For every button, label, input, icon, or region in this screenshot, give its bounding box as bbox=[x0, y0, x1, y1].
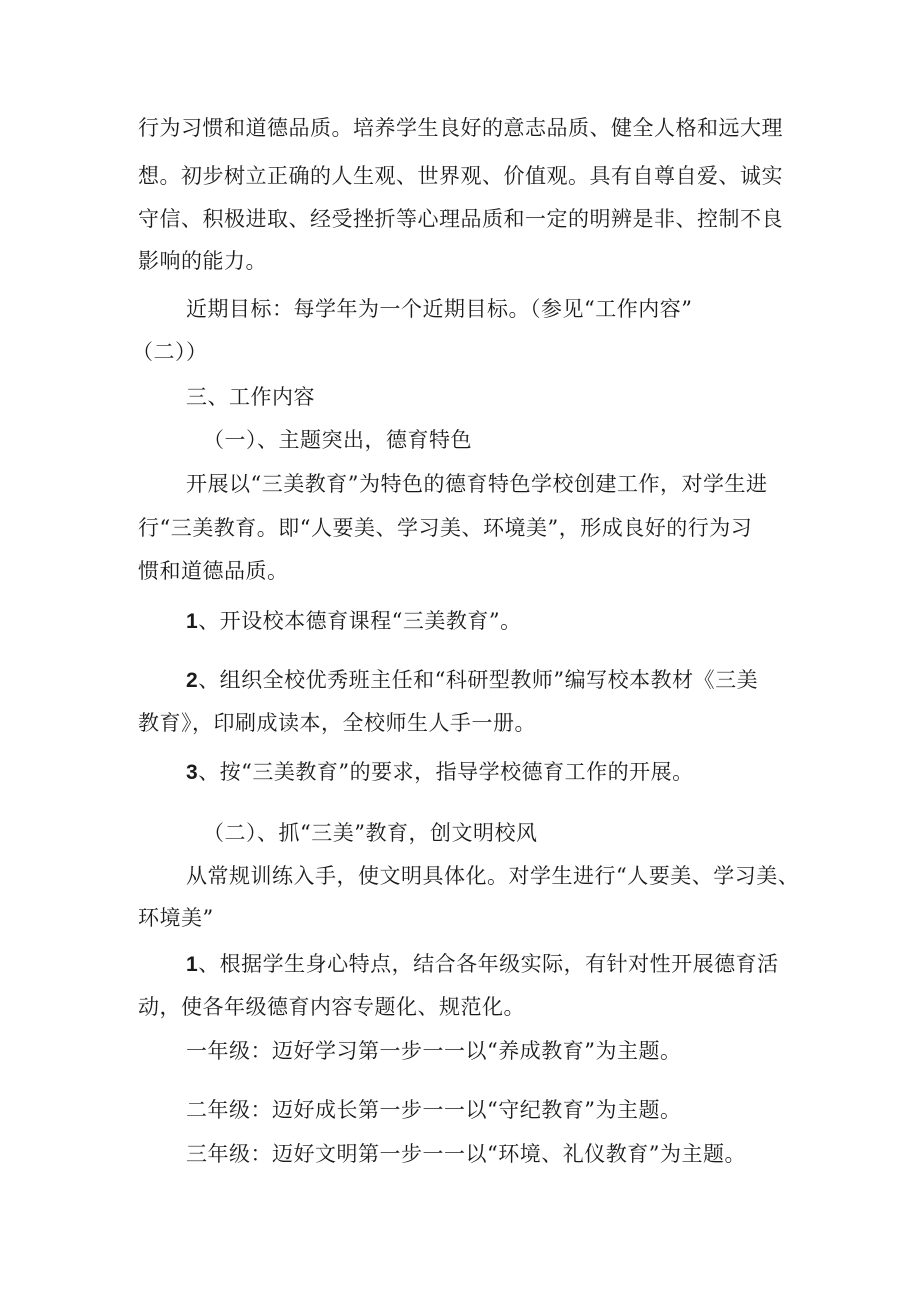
list-number: 2 bbox=[186, 669, 199, 692]
paragraph-line: 三年级：迈好文明第一步一一以“环境、礼仪教育”为主题。 bbox=[186, 1142, 746, 1166]
paragraph-line: 环境美” bbox=[138, 906, 214, 930]
paragraph-line: 开展以“三美教育”为特色的德育特色学校创建工作，对学生进 bbox=[186, 472, 768, 496]
subsection-heading: （二）、抓“三美”教育，创文明校风 bbox=[203, 821, 538, 845]
paragraph-line: 动，使各年级德育内容专题化、规范化。 bbox=[138, 995, 525, 1019]
paragraph-line: 从常规训练入手，使文明具体化。对学生进行“人要美、学习美、 bbox=[186, 864, 800, 888]
paragraph-line: 教育》，印刷成读本，全校师生人手一册。 bbox=[138, 711, 536, 735]
paragraph-line: 近期目标：每学年为一个近期目标。（参见“工作内容” bbox=[186, 297, 693, 321]
list-item bbox=[186, 606, 522, 637]
list-number: 1 bbox=[186, 953, 199, 976]
paragraph-line: 二年级：迈好成长第一步一一以“守纪教育”为主题。 bbox=[186, 1098, 682, 1122]
list-text: 、按“三美教育”的要求，指导学校德育工作的开展。 bbox=[198, 760, 694, 784]
list-text: 、开设校本德育课程“三美教育”。 bbox=[198, 609, 522, 633]
list-text: 、组织全校优秀班主任和“科研型教师”编写校本教材《三美 bbox=[198, 668, 759, 692]
paragraph-line: 行为习惯和道德品质。培养学生良好的意志品质、健全人格和远大理 bbox=[138, 116, 783, 140]
section-heading: 三、工作内容 bbox=[186, 385, 315, 409]
paragraph-line: 守信、积极进取、经受挫折等心理品质和一定的明辨是非、控制不良 bbox=[138, 207, 783, 231]
paragraph-line: 影响的能力。 bbox=[138, 249, 267, 273]
paragraph-line: 想。初步树立正确的人生观、世界观、价值观。具有自尊自爱、诚实 bbox=[138, 164, 783, 188]
paragraph-line: 惯和道德品质。 bbox=[138, 559, 289, 583]
list-item bbox=[186, 665, 758, 696]
list-number: 3 bbox=[186, 761, 199, 784]
paragraph-line: （二）） bbox=[132, 340, 208, 364]
paragraph-line: 行“三美教育。即“人要美、学习美、环境美”，形成良好的行为习 bbox=[138, 516, 753, 540]
subsection-heading: （一）、主题突出，德育特色 bbox=[203, 428, 472, 452]
list-number: 1 bbox=[186, 610, 199, 633]
paragraph-line: 一年级：迈好学习第一步一一以“养成教育”为主题。 bbox=[186, 1039, 682, 1063]
list-text: 、根据学生身心特点，结合各年级实际，有针对性开展德育活 bbox=[198, 952, 779, 976]
list-item bbox=[186, 757, 694, 788]
list-item bbox=[186, 949, 779, 980]
